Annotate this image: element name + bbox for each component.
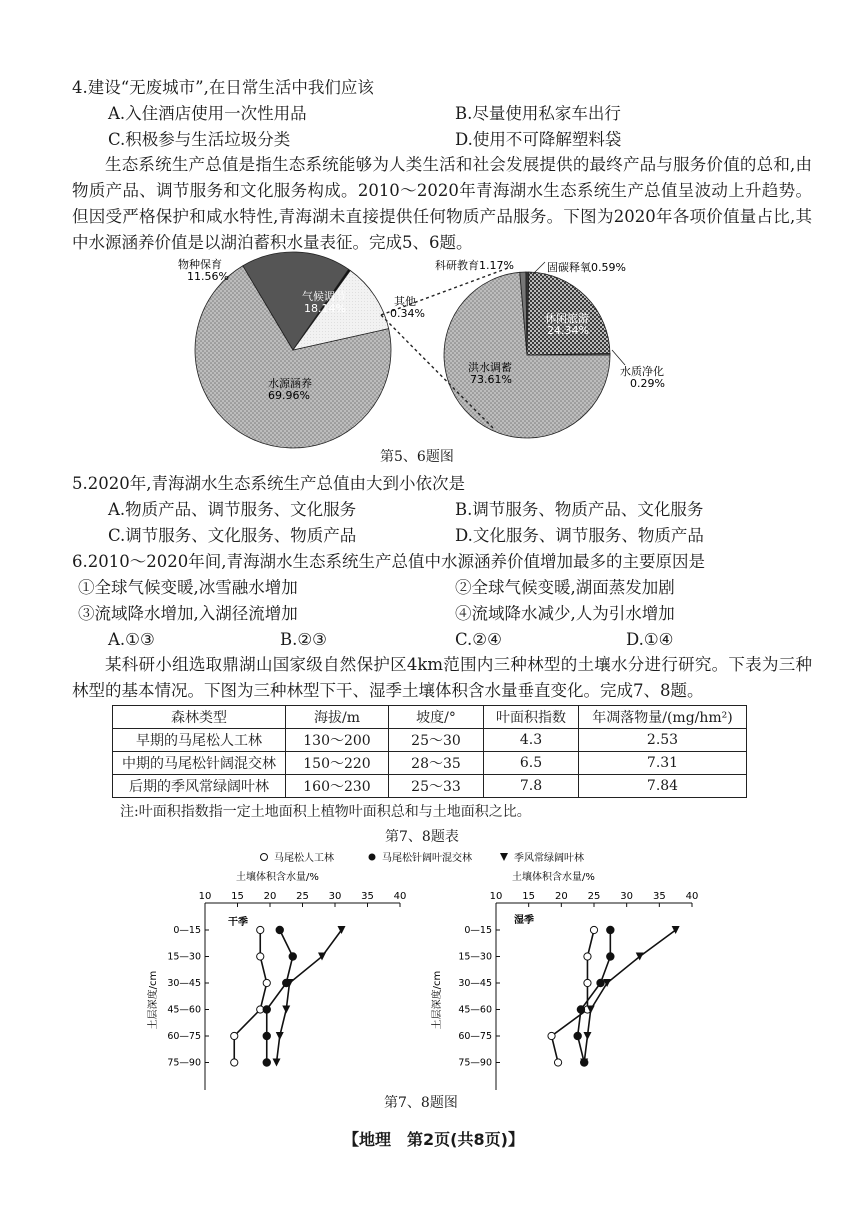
legend-label-broadleaf: 季风常绿阔叶林 (514, 853, 584, 864)
legend-label-plantation: 马尾松人工林 (274, 853, 334, 864)
q6-option-c: C.②④ (455, 630, 502, 649)
data-point-triangle (273, 1059, 281, 1067)
q5-option-a: A.物质产品、调节服务、文化服务 (108, 500, 357, 519)
y-tick-label: 30—45 (167, 978, 201, 989)
pie1-value-climate: 18.14% (304, 302, 346, 315)
table-note: 注:叶面积指数指一定土地面积上植物叶面积总和与土地面积之比。 (120, 804, 531, 820)
x-tick-label: 20 (263, 891, 277, 902)
data-point-open-circle (584, 953, 591, 960)
q4-option-d: D.使用不可降解塑料袋 (455, 130, 622, 149)
data-point-open-circle (548, 1032, 555, 1039)
x-tick-label: 35 (361, 891, 374, 902)
pie2-label-water-quality: 水质净化 (620, 365, 664, 378)
data-point-triangle (282, 1006, 290, 1014)
table-cell: 25～30 (389, 729, 484, 752)
x-tick-label: 20 (554, 891, 568, 902)
x-tick-label: 40 (685, 891, 699, 902)
wet-x-axis-title: 土壤体积含水量/% (512, 872, 595, 883)
table-cell: 7.84 (579, 775, 747, 798)
x-tick-label: 15 (522, 891, 536, 902)
series-line-open-circle (552, 930, 594, 1063)
pie2-value-water-quality: 0.29% (630, 377, 665, 390)
q6-item-3: ③流域降水增加,入湖径流增加 (78, 604, 298, 623)
pie2-value-leisure: 24.34% (547, 324, 589, 337)
q4-option-c: C.积极参与生活垃圾分类 (108, 130, 291, 149)
y-tick-label: 0—15 (464, 925, 492, 936)
data-point-open-circle (554, 1059, 561, 1066)
x-tick-label: 25 (587, 891, 601, 902)
data-point-open-circle (590, 926, 597, 933)
table-header: 海拔/m (286, 706, 389, 729)
x-tick-label: 10 (198, 891, 212, 902)
y-tick-label: 75—90 (167, 1057, 201, 1069)
table-cell: 160～230 (286, 775, 389, 798)
pie1-label-other: 其他 (394, 295, 416, 308)
pie2-value-flood: 73.61% (470, 373, 512, 386)
table-cell: 25～33 (389, 775, 484, 798)
x-tick-label: 15 (231, 891, 244, 902)
table-cell: 早期的马尾松人工林 (113, 729, 286, 752)
chart-legend (261, 851, 585, 864)
y-tick-label: 45—60 (458, 1004, 492, 1016)
data-point-filled-circle (263, 1058, 271, 1066)
table-cell: 130～200 (286, 729, 389, 752)
data-point-open-circle (584, 979, 591, 986)
q6-option-a: A.①③ (108, 630, 155, 649)
data-point-filled-circle (606, 952, 614, 960)
pie2-label-carbon: 固碳释氧0.59% (547, 261, 626, 274)
table-cell: 后期的季风常绿阔叶林 (113, 775, 286, 798)
dry-x-axis-title: 土壤体积含水量/% (236, 872, 319, 883)
data-point-filled-circle (577, 1005, 585, 1013)
table-cell: 4.3 (484, 729, 579, 752)
table-cell: 7.8 (484, 775, 579, 798)
y-tick-label: 60—75 (458, 1031, 492, 1042)
q4-stem: 4.建设“无废城市”,在日常生活中我们应该 (72, 78, 374, 97)
q6-option-d: D.①④ (626, 630, 674, 649)
q6-stem: 6.2010～2020年间,青海湖水生态系统生产总值中水源涵养价值增加最多的主要原因是 (72, 552, 705, 571)
x-tick-label: 40 (393, 891, 407, 902)
y-tick-label: 15—30 (458, 951, 492, 963)
legend-label-mixed: 马尾松针阔叶混交林 (382, 853, 472, 864)
table-caption: 第7、8题表 (385, 829, 459, 845)
q5-option-b: B.调节服务、物质产品、文化服务 (455, 500, 704, 519)
y-tick-label: 45—60 (167, 1004, 201, 1016)
table-header: 森林类型 (113, 706, 286, 729)
table-header: 叶面积指数 (484, 706, 579, 729)
series-line-open-circle (234, 930, 267, 1063)
table-header: 年凋落物量/(mg/hm²) (579, 706, 747, 729)
data-point-open-circle (263, 979, 270, 986)
dry-season-title: 干季 (228, 917, 248, 928)
wet-season-title: 湿季 (514, 915, 534, 926)
table-cell: 2.53 (579, 729, 747, 752)
table-cell: 7.31 (579, 752, 747, 775)
pie1-value-other: 0.34% (390, 307, 425, 320)
data-point-filled-circle (263, 1005, 271, 1013)
x-tick-label: 10 (489, 891, 503, 902)
pie2-label-flood: 洪水调蓄 (468, 361, 512, 374)
y-tick-label: 60—75 (167, 1031, 201, 1042)
q6-item-2: ②全球气候变暖,湖面蒸发加剧 (455, 578, 675, 597)
data-point-filled-circle (573, 1032, 581, 1040)
y-tick-label: 0—15 (173, 925, 201, 936)
fig-7-8-caption: 第7、8题图 (384, 1095, 458, 1111)
x-tick-label: 30 (620, 891, 634, 902)
table-cell: 150～220 (286, 752, 389, 775)
q6-item-4: ④流域降水减少,人为引水增加 (455, 604, 675, 623)
legend-marker-open-circle (261, 854, 268, 861)
q5-option-c: C.调节服务、文化服务、物质产品 (108, 526, 357, 545)
y-tick-label: 75—90 (458, 1057, 492, 1069)
data-point-filled-circle (276, 926, 284, 934)
fig-5-6-caption: 第5、6题图 (380, 449, 454, 465)
data-point-triangle (276, 1032, 284, 1040)
x-tick-label: 35 (652, 891, 666, 902)
legend-marker-filled-circle (369, 854, 376, 861)
data-point-open-circle (257, 926, 264, 933)
series-line-triangle (584, 930, 675, 1063)
data-point-filled-circle (606, 926, 614, 934)
pie1-label-species: 物种保育 (178, 258, 222, 271)
q4-option-a: A.入住酒店使用一次性用品 (108, 104, 307, 123)
data-point-open-circle (257, 953, 264, 960)
table-cell: 28～35 (389, 752, 484, 775)
table-cell: 6.5 (484, 752, 579, 775)
data-point-filled-circle (289, 952, 297, 960)
data-point-filled-circle (596, 979, 604, 987)
q5-option-d: D.文化服务、调节服务、物质产品 (455, 526, 704, 545)
y-tick-label: 30—45 (458, 978, 492, 989)
q4-option-b: B.尽量使用私家车出行 (455, 104, 621, 123)
q6-item-1: ①全球气候变暖,冰雪融水增加 (78, 578, 298, 597)
x-tick-label: 30 (328, 891, 342, 902)
data-point-triangle (583, 1032, 591, 1040)
table-cell: 中期的马尾松针阔混交林 (113, 752, 286, 775)
q6-option-b: B.②③ (280, 630, 327, 649)
x-tick-label: 25 (296, 891, 309, 902)
legend-marker-triangle (500, 853, 508, 861)
pie1-value-species: 11.56% (187, 270, 229, 283)
pie1-value-water-source: 69.96% (268, 389, 310, 402)
page-footer: 【地理 第2页(共8页)】 (343, 1130, 524, 1149)
pie2-label-research: 科研教育1.17% (435, 259, 514, 272)
q5-stem: 5.2020年,青海湖水生态系统生产总值由大到小依次是 (72, 474, 465, 493)
series-line-triangle (277, 930, 342, 1063)
series-line-filled-circle (267, 930, 293, 1063)
pie1-label-climate: 气候调节 (302, 290, 346, 303)
data-point-open-circle (231, 1059, 238, 1066)
data-point-filled-circle (263, 1032, 271, 1040)
intro-7-8: 某科研小组选取鼎湖山国家级自然保护区4km范围内三种林型的土壤水分进行研究。下表为三种林型的基本情况。下图为三种林型下干、湿季土壤体积含水量垂直变化。完成7、8题。 (72, 655, 812, 700)
pie2-label-leisure: 休闲旅游 (545, 312, 589, 325)
data-point-open-circle (231, 1032, 238, 1039)
wet-y-axis-title: 土层深度/cm (432, 970, 443, 1030)
pie1-label-water-source: 水源涵养 (268, 377, 312, 390)
table-header: 坡度/° (389, 706, 484, 729)
y-tick-label: 15—30 (167, 951, 201, 963)
series-line-filled-circle (578, 930, 611, 1063)
intro-5-6: 生态系统生产总值是指生态系统能够为人类生活和社会发展提供的最终产品与服务价值的总和,由物质产品、调节服务和文化服务构成。2010～2020年青海湖水生态系统生产总值呈波动上升趋势。但因受严格保护和咸水特性,青海湖未直接提供任何物质产品服务。下图为2020年各项价值量占比,其中水源涵养价值是以湖泊蓄积水量表征。完成5、6题。 (72, 155, 812, 252)
dry-y-axis-title: 土层深度/cm (148, 970, 159, 1030)
